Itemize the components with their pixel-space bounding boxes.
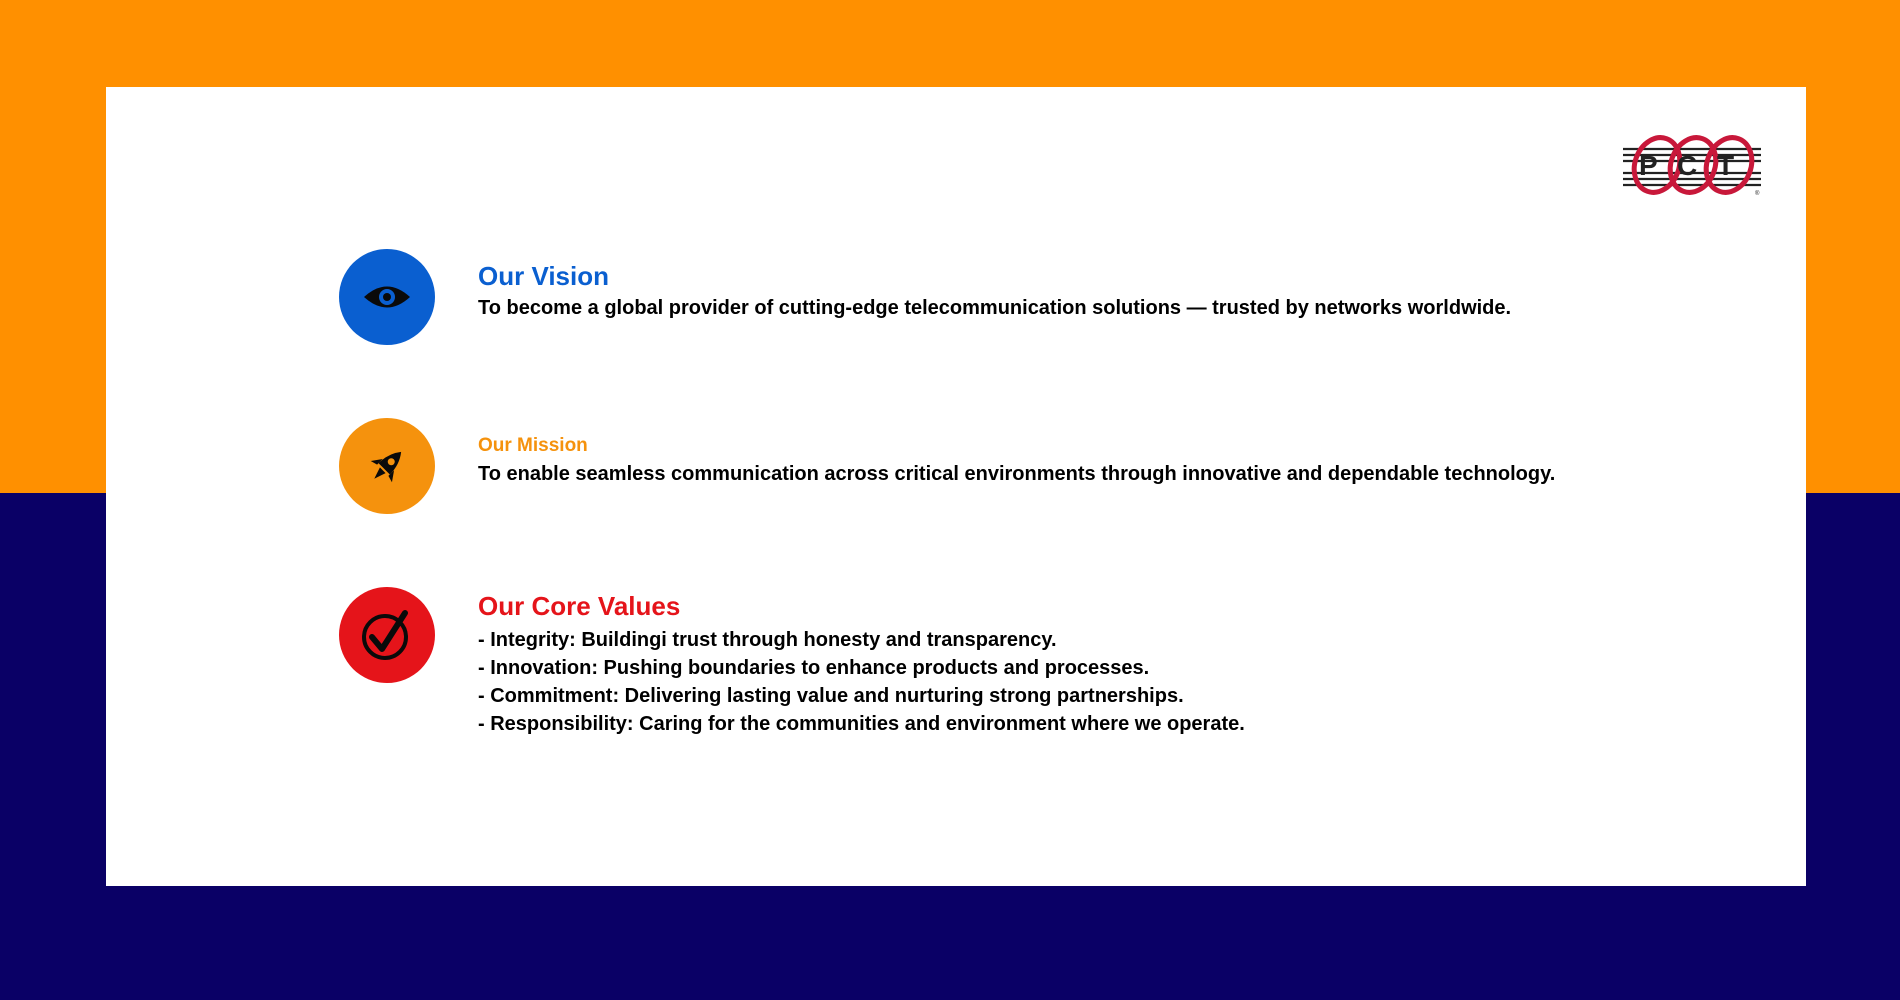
mission-icon-circle: [339, 418, 435, 514]
vision-icon-circle: [339, 249, 435, 345]
logo-letter-p: P: [1639, 150, 1658, 181]
rocket-icon: [363, 442, 411, 490]
logo-letter-c: C: [1677, 150, 1698, 181]
pct-logo: [1621, 129, 1763, 199]
eye-icon: [362, 282, 412, 312]
core-value-item: - Innovation: Pushing boundaries to enhance products and processes.: [478, 656, 1150, 679]
core-value-item: - Commitment: Delivering lasting value and nurturing strong partnerships.: [478, 684, 1184, 707]
content-card: [106, 87, 1806, 886]
mission-text-block: [478, 435, 1555, 488]
core-values-title: Our Core Values: [478, 591, 681, 621]
pct-logo-icon: [1621, 129, 1763, 199]
svg-text:®: ®: [1755, 191, 1760, 197]
core-values-text-block: [478, 592, 1245, 738]
core-value-item: - Responsibility: Caring for the communities and environment where we operate.: [478, 712, 1245, 735]
core-values-icon-circle: [339, 587, 435, 683]
logo-letter-t: T: [1717, 150, 1735, 181]
mission-description: To enable seamless communication across critical environments through innovative and dependable technology.: [478, 462, 1556, 485]
checkmark-circle-icon: [359, 607, 415, 663]
vision-text-block: [478, 262, 1511, 322]
mission-title: Our Mission: [478, 435, 588, 456]
vision-title: Our Vision: [478, 261, 609, 291]
core-value-item: - Integrity: Buildingi trust through honesty and transparency.: [478, 628, 1057, 651]
core-values-list: [478, 626, 1245, 738]
vision-description: To become a global provider of cutting-edge telecommunication solutions — trusted by networks worldwide.: [478, 296, 1512, 319]
